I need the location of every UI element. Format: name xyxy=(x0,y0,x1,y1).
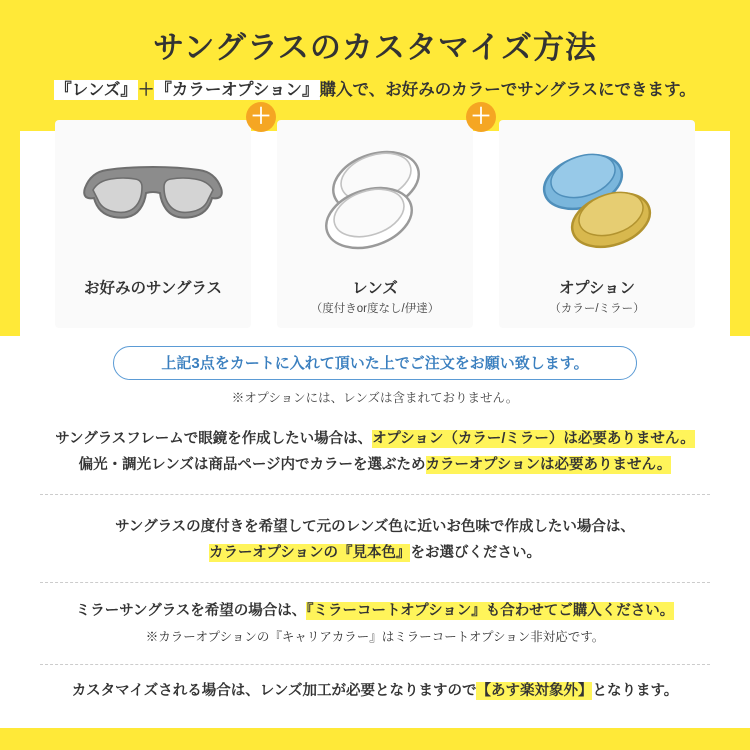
note-line-small xyxy=(40,624,710,650)
note-text: をお選びください。 xyxy=(410,545,541,561)
subtitle-part-lens: 『レンズ』 xyxy=(55,81,137,99)
right-yellow-band xyxy=(730,131,750,336)
note-line xyxy=(40,452,710,478)
page-subtitle xyxy=(0,76,750,100)
note-line xyxy=(40,540,710,566)
divider-1 xyxy=(40,494,710,495)
note-section-4 xyxy=(40,678,710,704)
subtitle-part-tail: 購入で、お好みのカラーでサングラスにできます。 xyxy=(319,81,696,99)
color-option-icon xyxy=(499,120,695,265)
note-line xyxy=(40,514,710,540)
card-lenses xyxy=(277,120,473,328)
note-text: ※カラーオプションの『キャリアカラー』はミラーコートオプション非対応です。 xyxy=(145,630,605,644)
note-text-highlight: 【あす楽対象外】 xyxy=(476,683,593,699)
note-text: サングラスフレームで眼鏡を作成したい場合は、 xyxy=(55,431,373,447)
note-text: カスタマイズされる場合は、レンズ加工が必要となりますので xyxy=(71,683,477,699)
note-line xyxy=(40,678,710,704)
note-section-2 xyxy=(40,514,710,566)
card-lenses-label: レンズ xyxy=(352,280,398,297)
product-cards xyxy=(55,120,695,330)
note-text-highlight: カラーオプションの『見本色』 xyxy=(209,545,411,561)
sunglasses-icon xyxy=(55,120,251,265)
note-text-highlight: オプション（カラー/ミラー）は必要ありません。 xyxy=(372,431,695,447)
subtitle-part-color-option: 『カラーオプション』 xyxy=(155,81,319,99)
bottom-yellow-band xyxy=(0,728,750,750)
card-sunglasses xyxy=(55,120,251,328)
divider-3 xyxy=(40,664,710,665)
note-line xyxy=(40,598,710,624)
note-text: となります。 xyxy=(592,683,679,699)
note-text: 偏光・調光レンズは商品ページ内でカラーを選ぶため xyxy=(78,457,426,473)
plus-icon-2: ＋ xyxy=(466,102,496,132)
order-banner: 上記3点をカートに入れて頂いた上でご注文をお願い致します。 xyxy=(113,346,637,380)
note-text-highlight: 『ミラーコートオプション』も合わせてご購入ください。 xyxy=(306,603,675,619)
subtitle-part-plus: ＋ xyxy=(137,81,155,99)
card-color-option xyxy=(499,120,695,328)
note-line xyxy=(40,426,710,452)
card-color-option-sub: （カラー/ミラー） xyxy=(549,303,645,315)
note-section-3 xyxy=(40,598,710,650)
lenses-icon xyxy=(277,120,473,265)
plus-icon-1: ＋ xyxy=(246,102,276,132)
note-section-1 xyxy=(40,426,710,478)
page-title: サングラスのカスタマイズ方法 xyxy=(153,30,597,65)
note-text: ミラーサングラスを希望の場合は、 xyxy=(75,603,307,619)
card-lenses-sub: （度付きor度なし/伊達） xyxy=(310,303,440,315)
left-yellow-band xyxy=(0,131,20,336)
option-note: ※オプションには、レンズは含まれておりません。 xyxy=(231,391,519,405)
divider-2 xyxy=(40,582,710,583)
card-sunglasses-label: お好みのサングラス xyxy=(84,280,222,297)
card-color-option-label: オプション xyxy=(558,280,636,297)
note-text-highlight: カラーオプションは必要ありません。 xyxy=(425,457,672,473)
note-text: サングラスの度付きを希望して元のレンズ色に近いお色味で作成したい場合は、 xyxy=(115,519,635,535)
